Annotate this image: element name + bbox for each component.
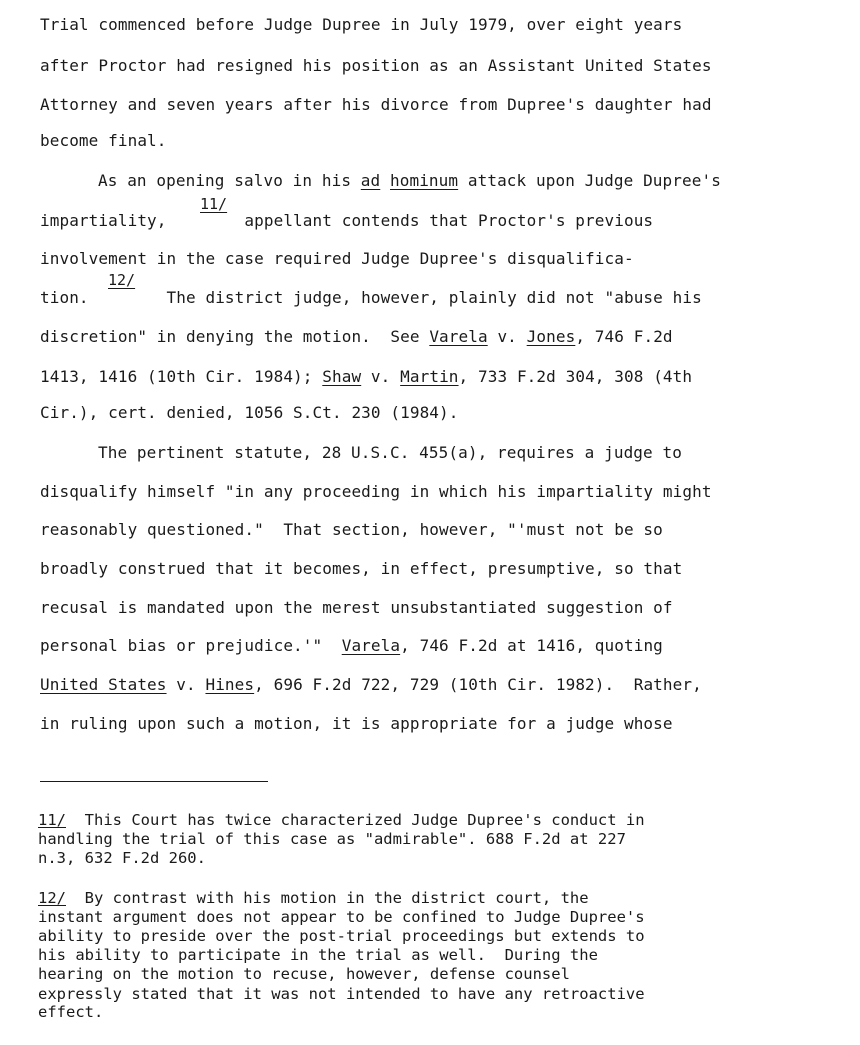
footnote-separator <box>40 781 268 782</box>
footnote-reference-12: 12/ <box>108 271 136 289</box>
text-run: , 733 F.2d 304, 308 (4th <box>458 367 693 386</box>
paragraph-3-line-4: broadly construed that it becomes, in effect, presumptive, so that <box>40 559 683 578</box>
paragraph-1-line-1: Trial commenced before Judge Dupree in July 1979, over eight years <box>40 15 683 34</box>
paragraph-3-line-2: disqualify himself "in any proceeding in which his impartiality might <box>40 482 712 501</box>
case-name-hines: Hines <box>205 675 255 694</box>
paragraph-1-line-4: become final. <box>40 131 167 150</box>
text-run: , 746 F.2d <box>575 327 673 346</box>
footnote-12-mark: 12/ <box>38 889 66 907</box>
text-run: discretion" in denying the motion. See <box>40 327 430 346</box>
paragraph-2-line-7: Cir.), cert. denied, 1056 S.Ct. 230 (1984). <box>40 403 459 422</box>
case-name-shaw: Shaw <box>322 367 362 386</box>
paragraph-1-line-2: after Proctor had resigned his position as an Assistant United States <box>40 56 712 75</box>
text-run: By contrast with his motion in the district court, the <box>66 889 589 907</box>
text-run: personal bias or prejudice.'" <box>40 636 342 655</box>
footnote-11-line-3: n.3, 632 F.2d 260. <box>38 849 206 867</box>
paragraph-2-line-3: involvement in the case required Judge Dupree's disqualifica- <box>40 249 634 268</box>
text-run: This Court has twice characterized Judge Dupree's conduct in <box>66 811 645 829</box>
paragraph-2-line-4: tion. The district judge, however, plainly did not "abuse his <box>40 288 702 307</box>
paragraph-3-line-1: The pertinent statute, 28 U.S.C. 455(a), requires a judge to <box>98 443 682 462</box>
paragraph-3-line-8: in ruling upon such a motion, it is appropriate for a judge whose <box>40 714 673 733</box>
footnote-12-line-5: hearing on the motion to recuse, however, defense counsel <box>38 965 570 983</box>
text-run: v. <box>361 367 401 386</box>
footnote-12-line-3: ability to preside over the post-trial proceedings but extends to <box>38 927 645 945</box>
paragraph-3-line-6 <box>40 635 840 657</box>
text-run: , 696 F.2d 722, 729 (10th Cir. 1982). Rather, <box>254 675 702 694</box>
footnote-12-line-7: effect. <box>38 1003 104 1021</box>
footnote-12-line-4: his ability to participate in the trial as well. During the <box>38 946 598 964</box>
footnote-reference-11: 11/ <box>200 195 228 213</box>
footnote-11-line-2: handling the trial of this case as "admirable". 688 F.2d at 227 <box>38 830 626 848</box>
footnote-11-line-1 <box>38 811 838 829</box>
footnote-12-line-6: expressly stated that it was not intended to have any retroactive <box>38 985 645 1003</box>
footnote-12-line-2: instant argument does not appear to be confined to Judge Dupree's <box>38 908 645 926</box>
text-run: attack upon Judge Dupree's <box>458 171 721 190</box>
paragraph-2-line-2: impartiality, appellant contends that Proctor's previous <box>40 211 654 230</box>
text-run: 1413, 1416 (10th Cir. 1984); <box>40 367 323 386</box>
paragraph-2-line-5 <box>40 326 840 348</box>
paragraph-3-line-7 <box>40 674 840 696</box>
text-run: As an opening salvo in his <box>98 171 361 190</box>
footnote-11-mark: 11/ <box>38 811 66 829</box>
text-run: v. <box>166 675 206 694</box>
italic-term-ad: ad <box>360 171 381 190</box>
paragraph-3-line-3: reasonably questioned." That section, however, "'must not be so <box>40 520 663 539</box>
italic-term-hominum: hominum <box>390 171 459 190</box>
paragraph-2-line-6 <box>40 366 840 388</box>
text-run: , 746 F.2d at 1416, quoting <box>400 636 663 655</box>
case-name-varela: Varela <box>341 636 401 655</box>
paragraph-1-line-3: Attorney and seven years after his divorce from Dupree's daughter had <box>40 95 712 114</box>
case-name-united-states: United States <box>40 675 167 694</box>
case-name-martin: Martin <box>400 367 459 386</box>
text-run: v. <box>487 327 527 346</box>
case-name-varela: Varela <box>429 327 488 346</box>
case-name-jones: Jones <box>526 327 576 346</box>
paragraph-2-line-1 <box>98 170 860 192</box>
footnote-12-line-1 <box>38 889 838 907</box>
paragraph-3-line-5: recusal is mandated upon the merest unsubstantiated suggestion of <box>40 598 673 617</box>
